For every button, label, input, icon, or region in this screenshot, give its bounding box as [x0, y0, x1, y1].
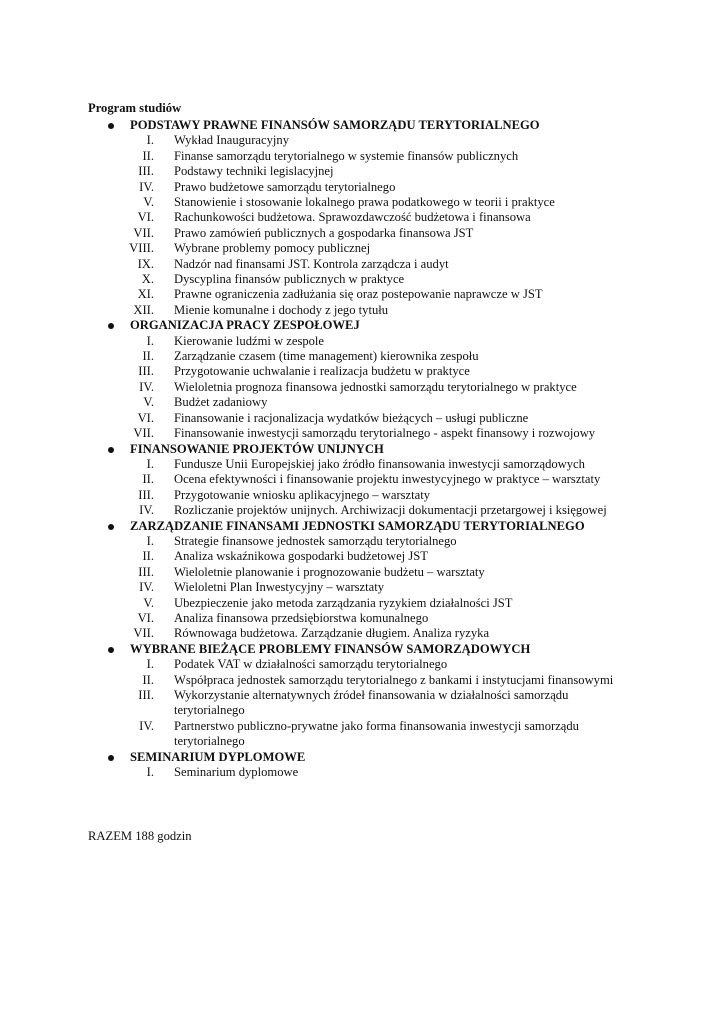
item-numeral: II.: [142, 349, 154, 364]
item-numeral: I.: [146, 456, 154, 471]
list-item: [0, 426, 724, 441]
list-item: [0, 257, 724, 272]
list-item: [0, 133, 724, 148]
section-heading: [0, 318, 724, 333]
item-text: Prawne ograniczenia zadłużania się oraz postepowanie naprawcze w JST: [174, 287, 543, 302]
item-text: Wieloletnia prognoza finansowa jednostki samorządu terytorialnego w praktyce: [174, 379, 577, 394]
list-item: [0, 580, 724, 595]
item-numeral: II.: [142, 549, 154, 564]
item-numeral: V.: [143, 395, 154, 410]
item-text: Równowaga budżetowa. Zarządzanie długiem. Analiza ryzyka: [174, 626, 490, 641]
list-item: [0, 364, 724, 379]
bullet-icon: [108, 323, 114, 329]
list-item: [0, 534, 724, 549]
list-item: [0, 303, 724, 318]
bullet-icon: [108, 524, 114, 530]
item-numeral: VIII.: [129, 241, 154, 256]
list-item: [0, 565, 724, 580]
item-numeral: I.: [146, 533, 154, 548]
section-title: ORGANIZACJA PRACY ZESPOŁOWEJ: [130, 318, 360, 333]
item-text: Mienie komunalne i dochody z jego tytułu: [174, 302, 389, 317]
item-text: Stanowienie i stosowanie lokalnego prawa podatkowego w teorii i praktyce: [174, 195, 555, 210]
section-title: WYBRANE BIEŻĄCE PROBLEMY FINANSÓW SAMORZĄDOWYCH: [130, 641, 531, 656]
list-item: [0, 626, 724, 641]
item-numeral: III.: [138, 564, 154, 579]
list-item: [0, 503, 724, 518]
list-item: [0, 380, 724, 395]
section: [0, 118, 724, 318]
item-text: Rachunkowości budżetowa. Sprawozdawczość budżetowa i finansowa: [174, 210, 531, 225]
item-numeral: IV.: [139, 580, 154, 595]
item-numeral: I.: [146, 764, 154, 779]
item-text: Partnerstwo publiczno-prywatne jako forma finansowania inwestycji samorządu terytorialnego: [174, 718, 579, 749]
item-text: Przygotowanie wniosku aplikacyjnego – warsztaty: [174, 487, 431, 502]
bullet-icon: [108, 123, 114, 129]
item-numeral: XI.: [137, 287, 154, 302]
list-item: [0, 334, 724, 349]
item-text: Dyscyplina finansów publicznych w praktyce: [174, 272, 405, 287]
item-numeral: IV.: [139, 379, 154, 394]
list-item: [0, 765, 724, 780]
section-heading: [0, 118, 724, 133]
section-heading: [0, 442, 724, 457]
item-text: Analiza wskaźnikowa gospodarki budżetowej JST: [174, 549, 428, 564]
item-numeral: I.: [146, 657, 154, 672]
list-item: [0, 688, 724, 719]
item-numeral: IX.: [137, 256, 154, 271]
item-text: Przygotowanie uchwalanie i realizacja budżetu w praktyce: [174, 364, 470, 379]
item-numeral: VI.: [137, 410, 154, 425]
item-text: Seminarium dyplomowe: [174, 764, 299, 779]
list-item: [0, 411, 724, 426]
section-title: FINANSOWANIE PROJEKTÓW UNIJNYCH: [130, 441, 384, 456]
item-numeral: V.: [143, 595, 154, 610]
list-item: [0, 488, 724, 503]
item-numeral: II.: [142, 148, 154, 163]
list-item: [0, 395, 724, 410]
item-text: Wieloletni Plan Inwestycyjny – warsztaty: [174, 580, 385, 595]
item-numeral: I.: [146, 133, 154, 148]
item-text: Rozliczanie projektów unijnych. Archiwizacji dokumentacji przetargowej i księgowej: [174, 503, 607, 518]
item-text: Wieloletnie planowanie i prognozowanie budżetu – warsztaty: [174, 564, 485, 579]
item-numeral: V.: [143, 195, 154, 210]
item-numeral: III.: [138, 364, 154, 379]
list-item: [0, 164, 724, 179]
item-text: Wykład Inauguracyjny: [174, 133, 289, 148]
list-item: [0, 596, 724, 611]
item-text: Budżet zadaniowy: [174, 395, 268, 410]
item-numeral: I.: [146, 333, 154, 348]
bullet-icon: [108, 447, 114, 453]
list-item: [0, 673, 724, 688]
item-numeral: IV.: [139, 179, 154, 194]
item-text: Podstawy techniki legislacyjnej: [174, 164, 334, 179]
list-item: [0, 210, 724, 225]
section-title: ZARZĄDZANIE FINANSAMI JEDNOSTKI SAMORZĄDU TERYTORIALNEGO: [130, 518, 585, 533]
item-numeral: IV.: [139, 718, 154, 733]
bullet-icon: [108, 755, 114, 761]
list-item: [0, 549, 724, 564]
item-numeral: VI.: [137, 610, 154, 625]
item-text: Podatek VAT w działalności samorządu terytorialnego: [174, 657, 448, 672]
item-text: Kierowanie ludźmi w zespole: [174, 333, 325, 348]
list-item: [0, 472, 724, 487]
list-item: [0, 195, 724, 210]
item-numeral: III.: [138, 164, 154, 179]
item-numeral: IV.: [139, 503, 154, 518]
item-numeral: VII.: [133, 426, 154, 441]
section-heading: [0, 642, 724, 657]
item-numeral: VI.: [137, 210, 154, 225]
section: [0, 642, 724, 750]
item-text: Współpraca jednostek samorządu terytorialnego z bankami i instytucjami finansowymi: [174, 672, 614, 687]
item-numeral: VII.: [133, 225, 154, 240]
total-hours: RAZEM 188 godzin: [88, 829, 192, 843]
list-item: [0, 349, 724, 364]
item-numeral: II.: [142, 672, 154, 687]
item-text: Wybrane problemy pomocy publicznej: [174, 241, 371, 256]
item-text: Finansowanie inwestycji samorządu terytorialnego - aspekt finansowy i rozwojowy: [174, 426, 596, 441]
section: [0, 750, 724, 781]
item-numeral: XII.: [133, 302, 154, 317]
list-item: [0, 719, 724, 750]
list-item: [0, 287, 724, 302]
program-list: [0, 118, 724, 780]
list-item: [0, 241, 724, 256]
item-text: Analiza finansowa przedsiębiorstwa komunalnego: [174, 610, 429, 625]
section-heading: [0, 519, 724, 534]
list-item: [0, 611, 724, 626]
item-text: Prawo zamówień publicznych a gospodarka finansowa JST: [174, 225, 474, 240]
section: [0, 318, 724, 441]
item-numeral: II.: [142, 472, 154, 487]
list-item: [0, 272, 724, 287]
list-item: [0, 657, 724, 672]
item-text: Prawo budżetowe samorządu terytorialnego: [174, 179, 396, 194]
page-title: Program studiów: [88, 101, 182, 115]
section: [0, 519, 724, 642]
item-text: Wykorzystanie alternatywnych źródeł finansowania w działalności samorządu terytorialnego: [174, 687, 569, 718]
item-numeral: VII.: [133, 626, 154, 641]
item-text: Finansowanie i racjonalizacja wydatków bieżących – usługi publiczne: [174, 410, 529, 425]
list-item: [0, 226, 724, 241]
section-title: PODSTAWY PRAWNE FINANSÓW SAMORZĄDU TERYTORIALNEGO: [130, 118, 540, 132]
item-numeral: III.: [138, 487, 154, 502]
item-text: Ocena efektywności i finansowanie projektu inwestycyjnego w praktyce – warsztaty: [174, 472, 601, 487]
item-text: Fundusze Unii Europejskiej jako źródło finansowania inwestycji samorządowych: [174, 456, 585, 471]
section: [0, 442, 724, 519]
list-item: [0, 457, 724, 472]
bullet-icon: [108, 647, 114, 653]
section-heading: [0, 750, 724, 765]
item-text: Strategie finansowe jednostek samorządu terytorialnego: [174, 533, 457, 548]
item-text: Finanse samorządu terytorialnego w systemie finansów publicznych: [174, 148, 519, 163]
list-item: [0, 180, 724, 195]
item-text: Ubezpieczenie jako metoda zarządzania ryzykiem działalności JST: [174, 595, 513, 610]
section-title: SEMINARIUM DYPLOMOWE: [130, 749, 306, 764]
item-numeral: III.: [138, 687, 154, 702]
item-text: Nadzór nad finansami JST. Kontrola zarządcza i audyt: [174, 256, 449, 271]
item-text: Zarządzanie czasem (time management) kierownika zespołu: [174, 349, 479, 364]
list-item: [0, 149, 724, 164]
item-numeral: X.: [141, 272, 154, 287]
